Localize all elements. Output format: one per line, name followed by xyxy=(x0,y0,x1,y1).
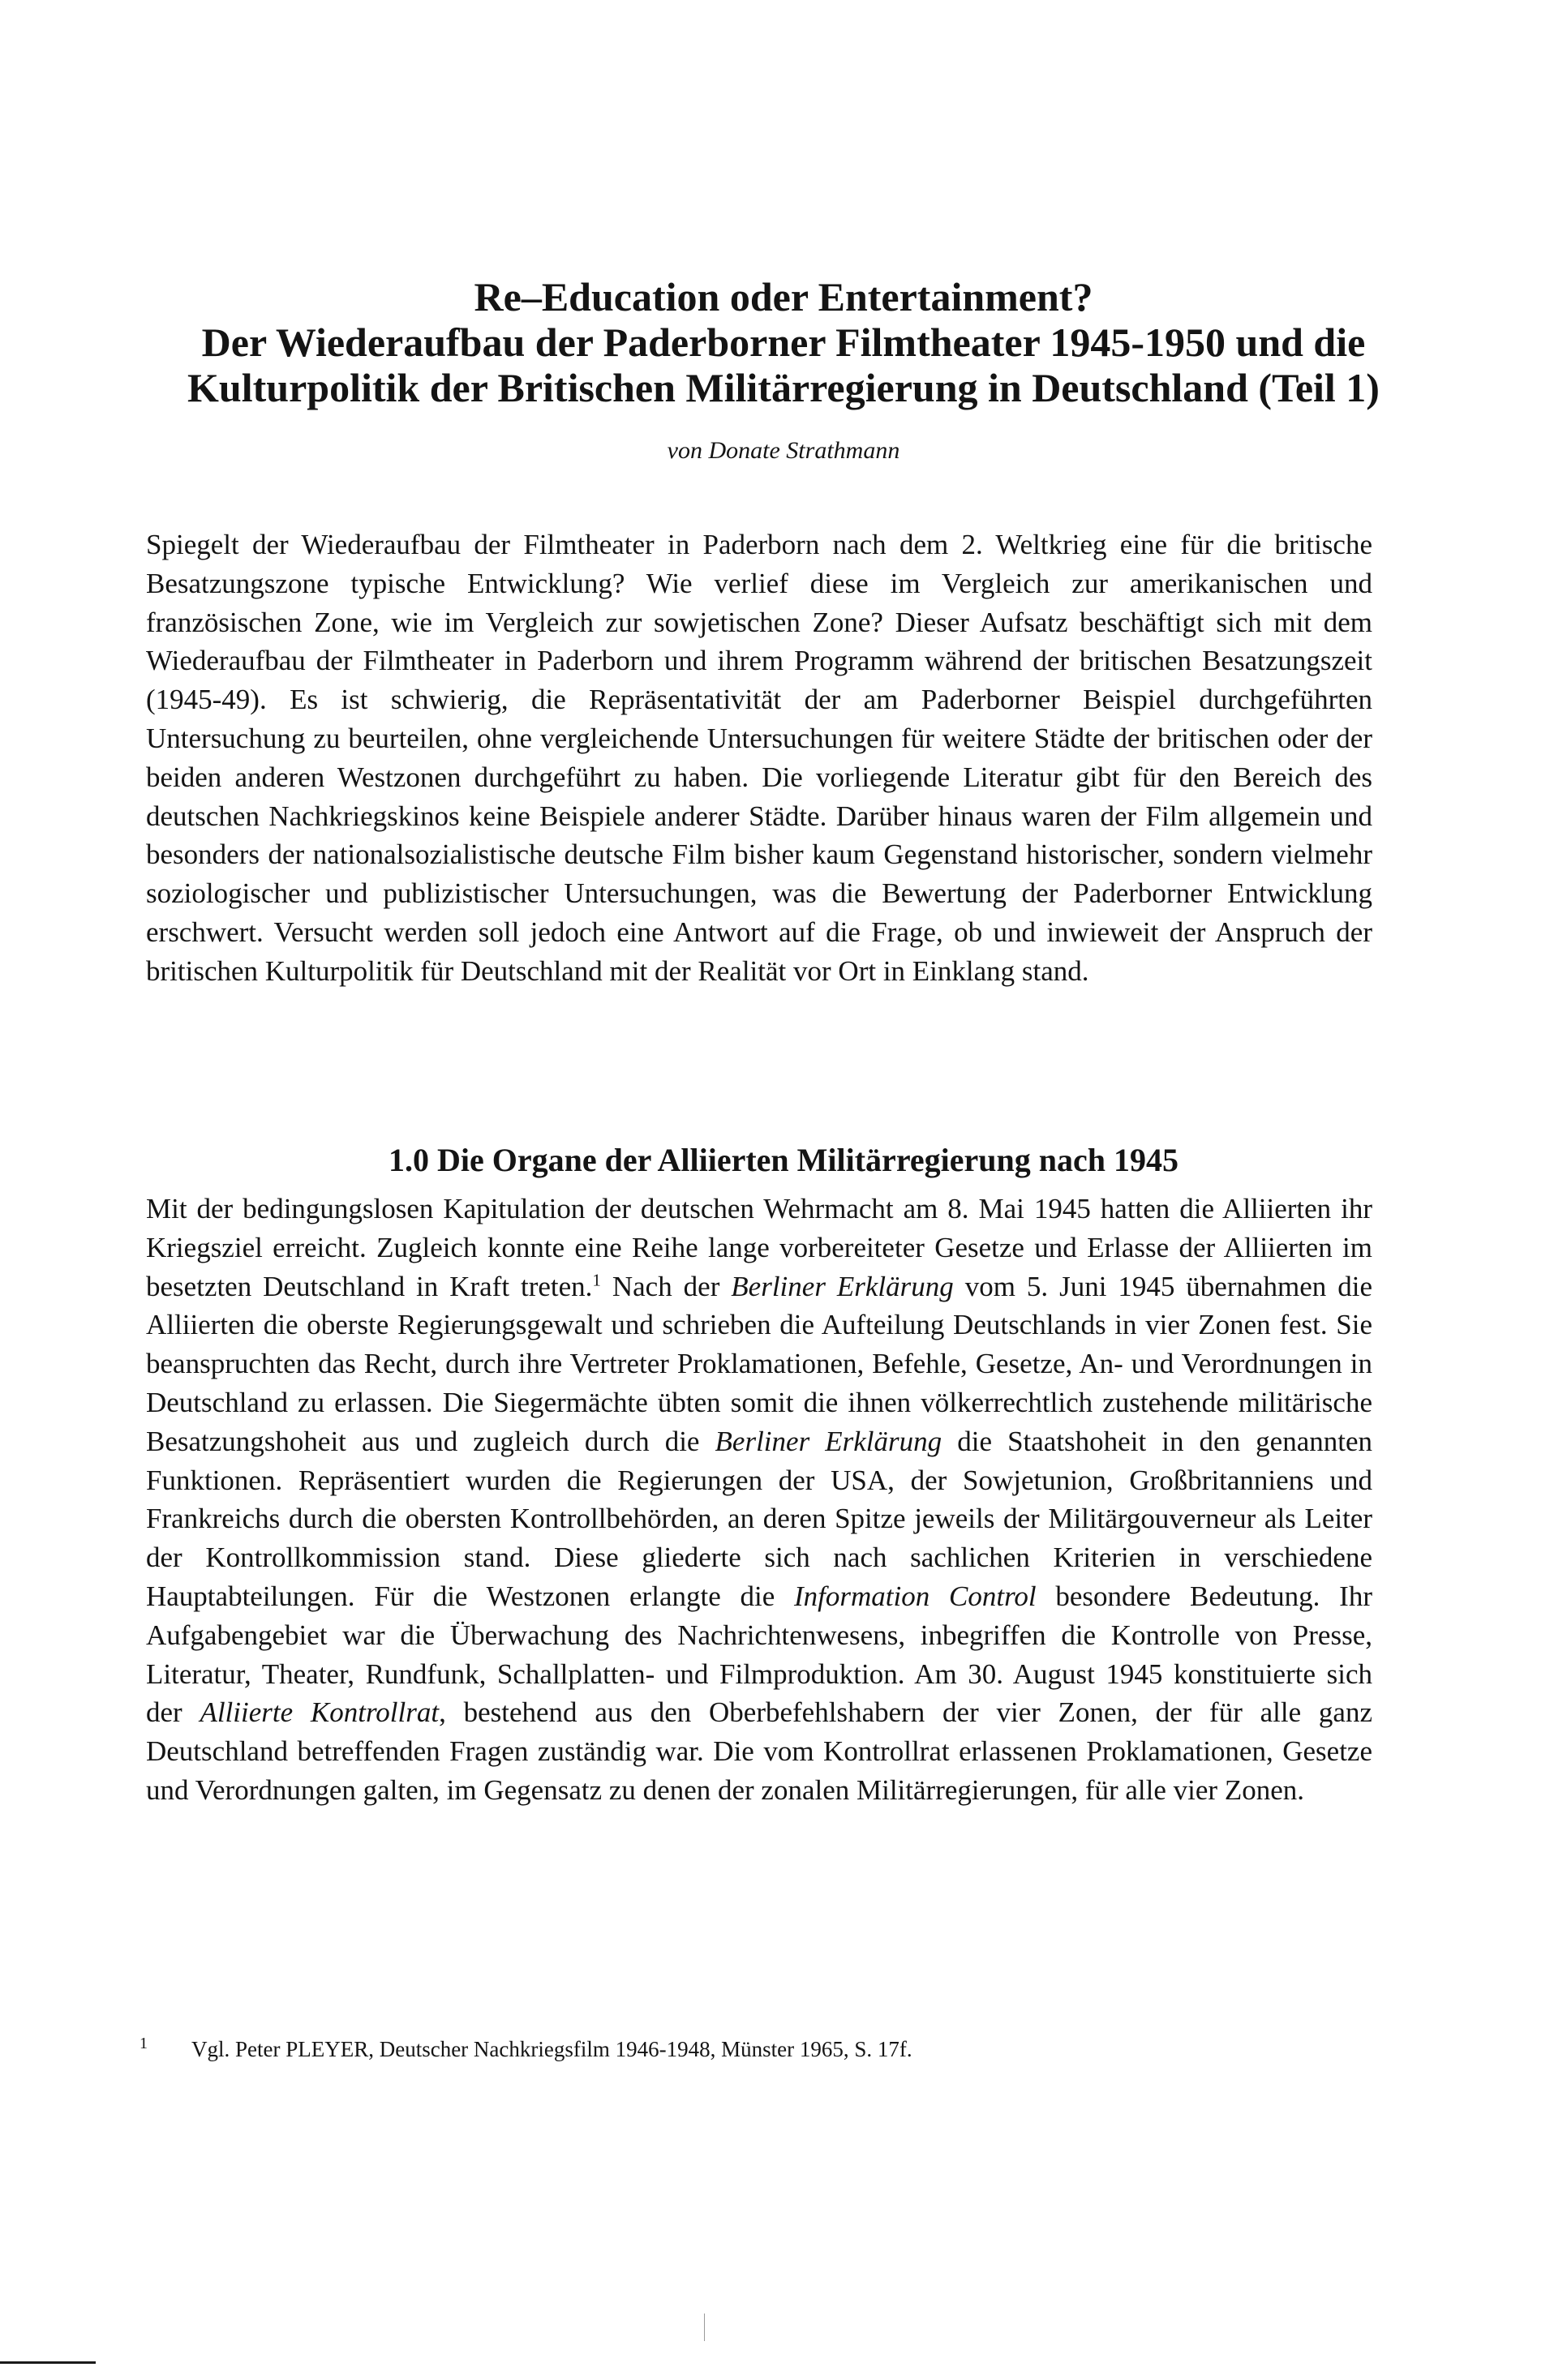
intro-text: Spiegelt der Wiederaufbau der Filmtheater in Paderborn nach dem 2. Weltkrieg eine für die britische Besatzungszone typische Entwicklung? Wie verlief diese im Vergleich zur amerikanischen und französischen Zone, wie im Vergleich zur sowjetischen Zone? Dieser Aufsatz beschäftigt sich mit dem Wiederaufbau der Filmtheater in Paderborn und ihrem Programm während der britischen Besatzungszeit (1945-49). Es ist schwierig, die Repräsentativität der am Paderborner Beispiel durchgeführten Untersuchung zu beurteilen, ohne vergleichende Untersuchungen für weitere Städte der britischen oder der beiden anderen Westzonen durchgeführt zu haben. Die vorliegende Literatur gibt für den Bereich des deutschen Nachkriegskinos keine Beispiele anderer Städte. Darüber hinaus waren der Film allgemein und besonders der nationalsozialistische deutsche Film bisher kaum Gegenstand historischer, sondern vielmehr soziologischer und publizistischer Untersuchungen, was die Bewertung der Paderborner Entwicklung erschwert. Versucht werden soll jedoch eine Antwort auf die Frage, ob und inwieweit der Anspruch der britischen Kulturpolitik für Deutschland mit der Realität vor Ort in Einklang stand. xyxy=(146,529,1372,987)
intro-paragraph xyxy=(146,525,1372,991)
italic-information-control: Information Control xyxy=(794,1580,1037,1612)
section-text-part-6: , bestehend aus den Oberbefehlshabern der vier Zonen, der für alle ganz Deutschland betreffenden Fragen zuständig war. Die vom Kontrollrat erlassenen Proklamationen, Gesetze und Verordnungen galten, im Gegensatz zu denen der zonalen Militärregierungen, für alle vier Zonen. xyxy=(146,1696,1372,1806)
section-text-part-5: besondere Bedeutung. Ihr Aufgabengebiet war die Überwachung des Nachrichtenwesens, inbegriffen die Kontrolle von Presse, Literatur, Theater, Rundfunk, Schallplatten- und Filmproduktion. Am 30. August 1945 konstituierte sich der xyxy=(146,1580,1372,1729)
italic-berliner-erklaerung-1: Berliner Erklärung xyxy=(731,1270,954,1302)
section-text-part-1: Mit der bedingungslosen Kapitulation der deutschen Wehrmacht am 8. Mai 1945 hatten die Alliierten ihr Kriegsziel erreicht. Zugleich konnte eine Reihe lange vorbereiteter Gesetze und Erlasse der Alliierten im besetzten Deutschland in Kraft treten. xyxy=(146,1193,1372,1302)
italic-berliner-erklaerung-2: Berliner Erklärung xyxy=(715,1425,942,1457)
section-text-part-2: Nach der xyxy=(600,1270,732,1302)
footnote-text: Vgl. Peter PLEYER, Deutscher Nachkriegsfilm 1946-1948, Münster 1965, S. 17f. xyxy=(191,2037,912,2061)
title-line-1: Re–Education oder Entertainment? xyxy=(474,274,1093,319)
section-text-part-3: vom 5. Juni 1945 übernahmen die Alliierten die oberste Regierungsgewalt und schrieben die Aufteilung Deutschlands in vier Zonen fest. Sie beanspruchten das Recht, durch ihre Vertreter Proklamationen, Befehle, Gesetze, An- und Verordnungen in Deutschland zu erlassen. Die Siegermächte übten somit die ihnen völkerrechtlich zustehende militärische Besatzungshoheit aus und zugleich durch die xyxy=(146,1270,1372,1457)
section-text-part-4: die Staatshoheit in den genannten Funktionen. Repräsentiert wurden die Regierungen der USA, der Sowjetunion, Großbritanniens und Frankreichs durch die obersten Kontrollbehörden, an deren Spitze jeweils der Militärgouverneur als Leiter der Kontrollkommission stand. Diese gliederte sich nach sachlichen Kriterien in verschiedene Hauptabteilungen. Für die Westzonen erlangte die xyxy=(146,1425,1372,1612)
scan-edge-line xyxy=(0,2361,96,2364)
scan-artifact-mark xyxy=(704,2314,705,2341)
section-paragraph xyxy=(146,1190,1372,1810)
article-title xyxy=(130,274,1437,410)
footnote-reference: 1 xyxy=(592,1269,601,1289)
section-text xyxy=(146,1190,1372,1810)
italic-alliierte-kontrollrat: Alliierte Kontrollrat xyxy=(200,1696,440,1729)
author-byline: von Donate Strathmann xyxy=(667,437,900,464)
footnote: 1 Vgl. Peter PLEYER, Deutscher Nachkriegsfilm 1946-1948, Münster 1965, S. 17f. xyxy=(140,2035,912,2061)
title-line-3: Kulturpolitik der Britischen Militärregierung in Deutschland (Teil 1) xyxy=(187,365,1380,410)
title-line-2: Der Wiederaufbau der Paderborner Filmtheater 1945-1950 und die xyxy=(201,319,1366,365)
section-heading: 1.0 Die Organe der Alliierten Militärregierung nach 1945 xyxy=(389,1142,1178,1178)
